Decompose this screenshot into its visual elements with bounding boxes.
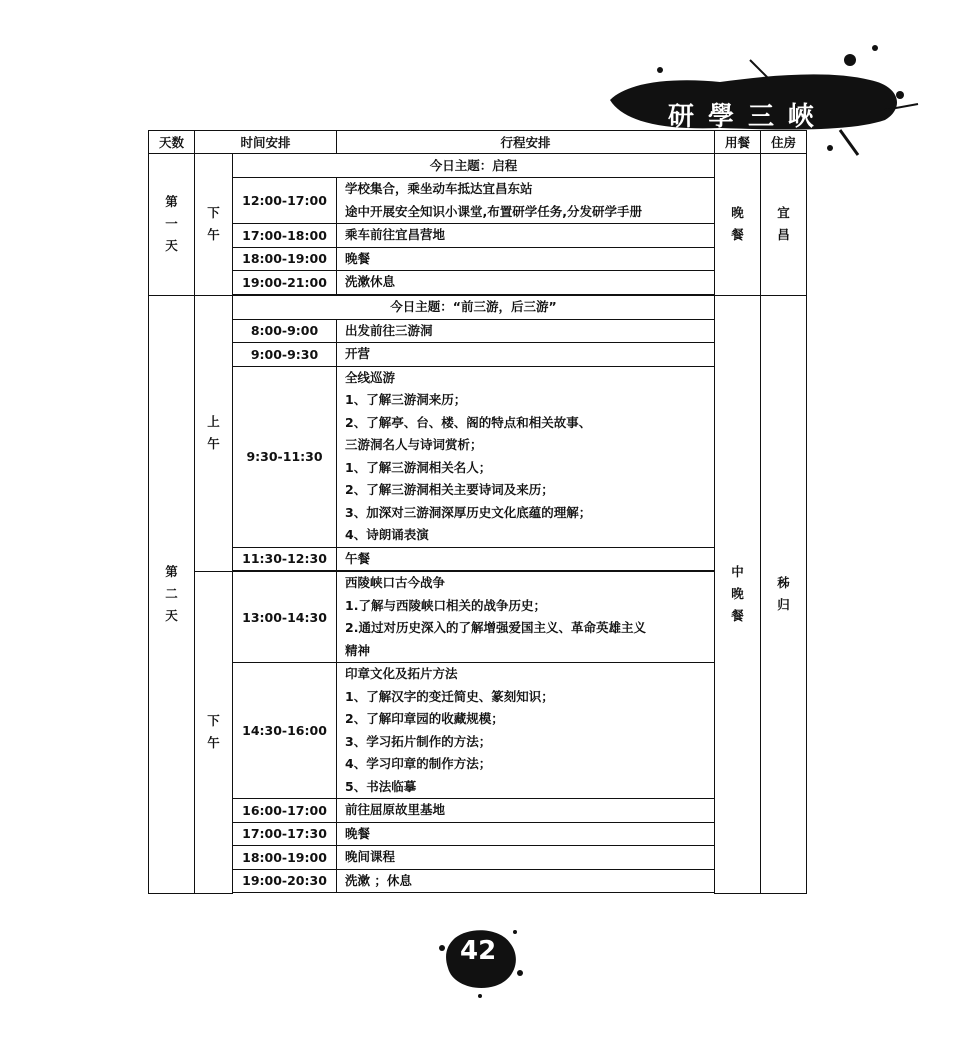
activity-cell: 全线巡游 1、了解三游洞来历； 2、了解亭、台、楼、阁的特点和相关故事、 三游洞名人与诗词赏析； 1、了解三游洞相关名人； 2、了解三游洞相关主要诗词及来历； 3、加深对三游洞深厚历史文化底蕴的理解； 4、诗朗诵表演 <box>337 366 715 547</box>
activity-cell: 乘车前往宜昌营地 <box>337 224 715 248</box>
time-cell: 17:00-17:30 <box>233 822 337 846</box>
time-cell: 12:00-17:00 <box>233 178 337 224</box>
day1-stay: 宜 昌 <box>761 154 807 296</box>
time-cell: 18:00-19:00 <box>233 247 337 271</box>
day1-label: 第 一 天 <box>149 154 195 296</box>
activity-cell: 前往屈原故里基地 <box>337 799 715 823</box>
table-row <box>149 547 807 571</box>
activity-cell: 午餐 <box>337 547 715 571</box>
table-row <box>149 822 807 846</box>
day2-afternoon: 下 午 <box>195 572 233 894</box>
time-cell: 18:00-19:00 <box>233 846 337 870</box>
table-row <box>149 343 807 367</box>
table-row <box>149 271 807 295</box>
time-cell: 19:00-20:30 <box>233 869 337 893</box>
day2-stay: 秭 归 <box>761 295 807 893</box>
day2-meal: 中 晚 餐 <box>715 295 761 893</box>
table-row <box>149 869 807 893</box>
time-cell: 8:00-9:00 <box>233 319 337 343</box>
activity-cell: 晚餐 <box>337 247 715 271</box>
page-number: 42 <box>430 918 530 998</box>
table-row <box>149 154 807 178</box>
day2-theme: 今日主题：“前三游，后三游” <box>233 295 715 319</box>
activity-cell: 洗漱 ；休息 <box>337 869 715 893</box>
table-row <box>149 799 807 823</box>
table-row <box>149 178 807 224</box>
table-row <box>149 247 807 271</box>
header-activity: 行程安排 <box>337 131 715 154</box>
header-time: 时间安排 <box>195 131 337 154</box>
time-cell: 9:30-11:30 <box>233 366 337 547</box>
time-cell: 17:00-18:00 <box>233 224 337 248</box>
activity-cell: 晚餐 <box>337 822 715 846</box>
activity-cell: 洗漱休息 <box>337 271 715 295</box>
day1-meal: 晚 餐 <box>715 154 761 296</box>
time-cell: 13:00-14:30 <box>233 572 337 663</box>
time-cell: 19:00-21:00 <box>233 271 337 295</box>
activity-cell: 学校集合，乘坐动车抵达宜昌东站 途中开展安全知识小课堂,布置研学任务,分发研学手册 <box>337 178 715 224</box>
brand-title: 研學三峽 <box>668 102 829 132</box>
day2-morning: 上 午 <box>195 295 233 572</box>
header-stay: 住房 <box>761 131 807 154</box>
time-cell: 11:30-12:30 <box>233 547 337 571</box>
activity-cell: 印章文化及拓片方法 1、了解汉字的变迁简史、篆刻知识； 2、了解印章园的收藏规模； 3、学习拓片制作的方法； 4、学习印章的制作方法； 5、书法临摹 <box>337 663 715 799</box>
header-meal: 用餐 <box>715 131 761 154</box>
activity-cell: 晚间课程 <box>337 846 715 870</box>
activity-cell: 出发前往三游洞 <box>337 319 715 343</box>
day1-theme: 今日主题：启程 <box>233 154 715 178</box>
time-cell: 16:00-17:00 <box>233 799 337 823</box>
day2-label: 第 二 天 <box>149 295 195 893</box>
time-cell: 14:30-16:00 <box>233 663 337 799</box>
header-row <box>149 131 807 154</box>
table-row <box>149 366 807 547</box>
header-day: 天数 <box>149 131 195 154</box>
schedule-table <box>148 130 807 894</box>
activity-cell: 西陵峡口古今战争 1.了解与西陵峡口相关的战争历史； 2.通过对历史深入的了解增强爱国主义、革命英雄主义 精神 <box>337 572 715 663</box>
table-row <box>149 224 807 248</box>
table-row <box>149 846 807 870</box>
table-row <box>149 572 807 663</box>
time-cell: 9:00-9:30 <box>233 343 337 367</box>
table-row <box>149 663 807 799</box>
table-row <box>149 319 807 343</box>
table-row <box>149 295 807 319</box>
activity-cell: 开营 <box>337 343 715 367</box>
day1-afternoon: 下 午 <box>195 154 233 296</box>
